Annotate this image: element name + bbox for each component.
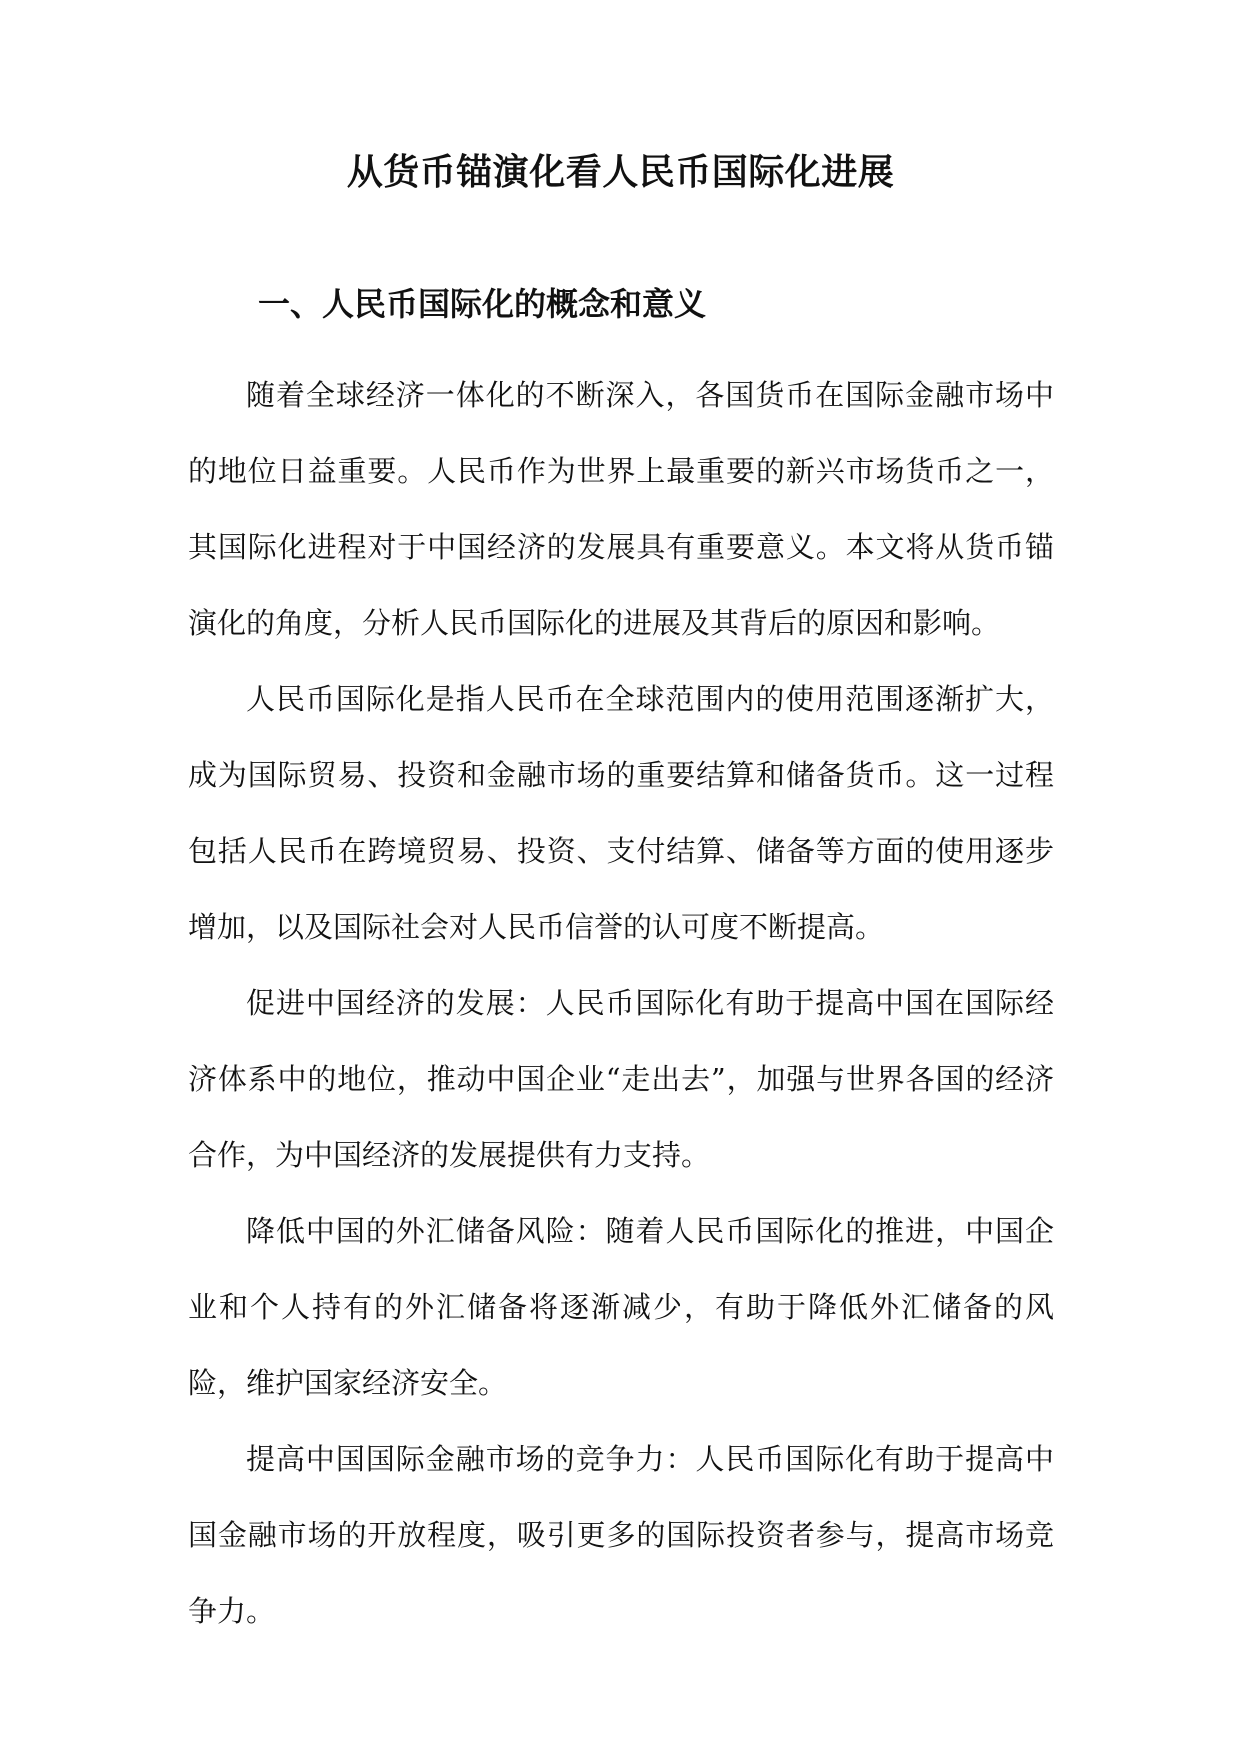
section-heading: 一、人民币国际化的概念和意义	[258, 285, 707, 323]
paragraph-5: 提高中国国际金融市场的竞争力：人民币国际化有助于提高中国金融市场的开放程度，吸引更多的国际投资者参与，提高市场竞争力。	[188, 1442, 1054, 1628]
document-title: 从货币锚演化看人民币国际化进展	[346, 152, 895, 193]
paragraph-2: 人民币国际化是指人民币在全球范围内的使用范围逐渐扩大，成为国际贸易、投资和金融市场的重要结算和储备货币。这一过程包括人民币在跨境贸易、投资、支付结算、储备等方面的使用逐步增加，以及国际社会对人民币信誉的认可度不断提高。	[188, 682, 1054, 944]
paragraph-3: 促进中国经济的发展：人民币国际化有助于提高中国在国际经济体系中的地位，推动中国企业“走出去”，加强与世界各国的经济合作，为中国经济的发展提供有力支持。	[188, 986, 1054, 1172]
paragraph-4: 降低中国的外汇储备风险：随着人民币国际化的推进，中国企业和个人持有的外汇储备将逐渐减少，有助于降低外汇储备的风险，维护国家经济安全。	[188, 1214, 1054, 1400]
paragraph-1: 随着全球经济一体化的不断深入，各国货币在国际金融市场中的地位日益重要。人民币作为世界上最重要的新兴市场货币之一，其国际化进程对于中国经济的发展具有重要意义。本文将从货币锚演化的角度，分析人民币国际化的进展及其背后的原因和影响。	[188, 378, 1054, 640]
document-body	[188, 357, 1054, 1649]
